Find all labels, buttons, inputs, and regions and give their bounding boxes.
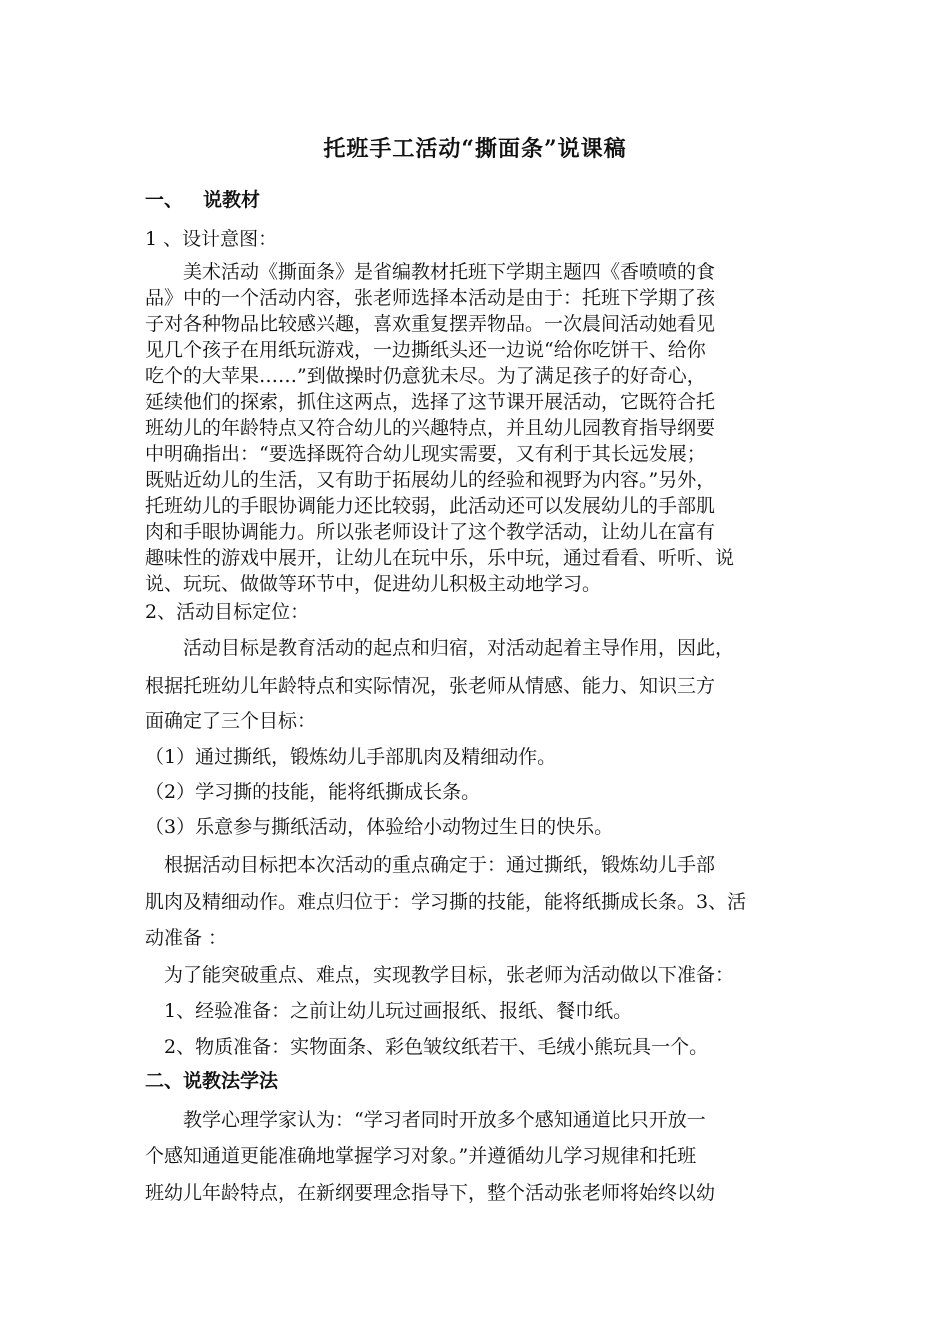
paragraph-line: 肉和手眼协调能力。所以张老师设计了这个教学活动，让幼儿在富有 (145, 521, 716, 543)
paragraph-line: 个感知通道更能准确地掌握学习对象。”并遵循幼儿学习规律和托班 (145, 1145, 697, 1167)
paragraph-line: 为了能突破重点、难点，实现教学目标，张老师为活动做以下准备： (145, 964, 735, 986)
preparation-item-2: 2、物质准备：实物面条、彩色皱纹纸若干、毛绒小熊玩具一个。 (145, 1036, 709, 1058)
paragraph-line: 活动目标是教育活动的起点和归宿，对活动起着主导作用，因此， (145, 637, 735, 659)
paragraph-line: 延续他们的探索，抓住这两点，选择了这节课开展活动，它既符合托 (145, 391, 716, 413)
paragraph-line: 品》中的一个活动内容，张老师选择本活动是由于：托班下学期了孩 (145, 287, 716, 309)
paragraph-line: 教学心理学家认为：“学习者同时开放多个感知通道比只开放一 (145, 1109, 706, 1131)
paragraph-line: 动准备 ： (145, 927, 228, 949)
section-heading-2: 二、说教法学法 (145, 1070, 279, 1092)
paragraph-line: 见几个孩子在用纸玩游戏，一边撕纸头还一边说“给你吃饼干、给你 (145, 339, 706, 361)
paragraph-line: 中明确指出：“要选择既符合幼儿现实需要，又有利于其长远发展； (145, 443, 706, 465)
section-title: 说教材 (203, 189, 261, 211)
section-heading-1 (145, 186, 260, 214)
subheading-design-intent: 1 、设计意图： (145, 228, 278, 250)
goal-item-1: （1）通过撕纸，锻炼幼儿手部肌肉及精细动作。 (145, 746, 557, 768)
paragraph-line: 趣味性的游戏中展开，让幼儿在玩中乐，乐中玩，通过看看、听听、说 (145, 547, 735, 569)
paragraph-line: 面确定了三个目标： (145, 710, 317, 732)
paragraph-line: 肌肉及精细动作。难点归位于：学习撕的技能，能将纸撕成长条。3、活 (145, 891, 747, 913)
preparation-item-1: 1、经验准备：之前让幼儿玩过画报纸、报纸、餐巾纸。 (145, 1000, 633, 1022)
paragraph-line: 子对各种物品比较感兴趣，喜欢重复摆弄物品。一次晨间活动她看见 (145, 313, 716, 335)
subheading-goal-positioning: 2、活动目标定位： (145, 601, 310, 623)
paragraph-line: 托班幼儿的手眼协调能力还比较弱，此活动还可以发展幼儿的手部肌 (145, 495, 716, 517)
paragraph-line: 班幼儿的年龄特点又符合幼儿的兴趣特点，并且幼儿园教育指导纲要 (145, 417, 716, 439)
paragraph-line: 班幼儿年龄特点，在新纲要理念指导下，整个活动张老师将始终以幼 (145, 1182, 716, 1204)
paragraph-line: 美术活动《撕面条》是省编教材托班下学期主题四《香喷喷的食 (145, 261, 716, 283)
document-title: 托班手工活动“撕面条”说课稿 (323, 136, 627, 162)
paragraph-line: 吃个的大苹果……”到做操时仍意犹未尽。为了满足孩子的好奇心， (145, 365, 706, 387)
paragraph-line: 既贴近幼儿的生活，又有助于拓展幼儿的经验和视野为内容。”另外， (145, 469, 716, 491)
paragraph-line: 根据活动目标把本次活动的重点确定于：通过撕纸，锻炼幼儿手部 (145, 854, 716, 876)
goal-item-2: （2）学习撕的技能，能将纸撕成长条。 (145, 781, 481, 803)
section-number: 一、 (145, 189, 184, 211)
goal-item-3: （3）乐意参与撕纸活动，体验给小动物过生日的快乐。 (145, 816, 614, 838)
paragraph-line: 说、玩玩、做做等环节中，促进幼儿积极主动地学习。 (145, 573, 602, 595)
paragraph-line: 根据托班幼儿年龄特点和实际情况，张老师从情感、能力、知识三方 (145, 675, 716, 697)
